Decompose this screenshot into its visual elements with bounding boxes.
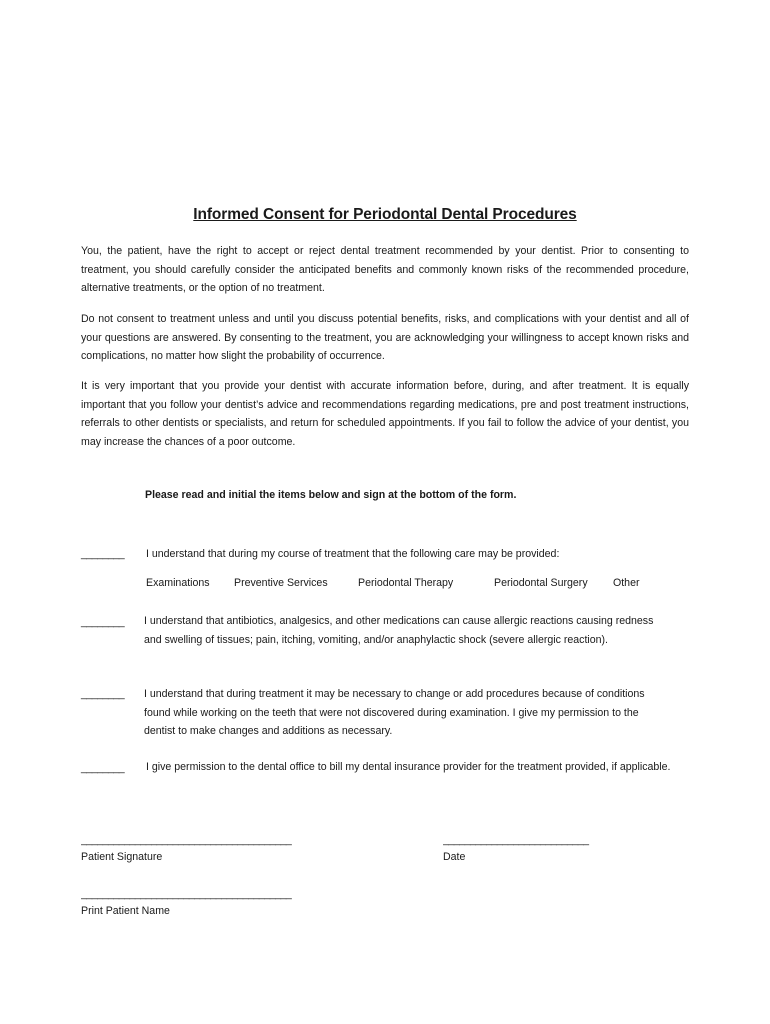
item-medications-allergic: I understand that antibiotics, analgesics, and other medications can cause allergic reactions causing redness and swelling of tissues; pain, itching, vomiting, and/or anaphylactic shock (severe allergic reaction). xyxy=(144,615,654,646)
document-title: Informed Consent for Periodontal Dental Procedures xyxy=(193,206,577,223)
care-option-preventive-services: Preventive Services xyxy=(234,577,328,589)
care-option-other: Other xyxy=(613,577,640,589)
date-label: Date xyxy=(443,851,466,863)
consent-paragraph: Do not consent to treatment unless and until you discuss potential benefits, risks, and complications with your dentist and all of your questions are answered. By consenting to the treatment, you are acknowledging your willingness to accept known risks and complications, no matter how slight the probability of occurrence. xyxy=(81,313,689,362)
care-option-periodontal-surgery: Periodontal Surgery xyxy=(494,577,588,589)
item-care-provided: I understand that during my course of treatment that the following care may be provided: xyxy=(146,548,560,560)
initial-blank-4[interactable]: ________ xyxy=(81,762,125,774)
print-name-label: Print Patient Name xyxy=(81,905,170,917)
initial-blank-2[interactable]: ________ xyxy=(81,616,125,628)
advice-paragraph: It is very important that you provide your dentist with accurate information before, during, and after treatment. It is equally important that you follow your dentist’s advice and recommendations regarding medications, pre and post treatment instructions, referrals to other dentists or specialists, and return for scheduled appointments. If you fail to follow the advice of your dentist, you may increase the chances of a poor outcome. xyxy=(81,380,689,448)
initial-blank-3[interactable]: ________ xyxy=(81,688,125,700)
care-option-examinations: Examinations xyxy=(146,577,210,589)
patient-signature-label: Patient Signature xyxy=(81,851,163,863)
intro-paragraph: You, the patient, have the right to accept or reject dental treatment recommended by your dentist. Prior to consenting to treatment, you should carefully consider the anticipated benefits and commonly known risks of the recommended procedure, alternative treatments, or the option of no treatment. xyxy=(81,245,689,294)
patient-signature-line[interactable]: _______________________________________ xyxy=(81,834,292,846)
instruction-text: Please read and initial the items below and sign at the bottom of the form. xyxy=(145,489,517,501)
date-line[interactable]: ___________________________ xyxy=(443,834,589,846)
item-change-procedures: I understand that during treatment it may be necessary to change or add procedures because of conditions found while working on the teeth that were not discovered during examination. I give my permission to the dentist to make changes and additions as necessary. xyxy=(144,688,645,737)
care-option-periodontal-therapy: Periodontal Therapy xyxy=(358,577,454,589)
initial-blank-1[interactable]: ________ xyxy=(81,548,125,560)
print-name-line[interactable]: _______________________________________ xyxy=(81,888,292,900)
item-insurance-billing: I give permission to the dental office to bill my dental insurance provider for the treatment provided, if applicable. xyxy=(146,761,671,773)
